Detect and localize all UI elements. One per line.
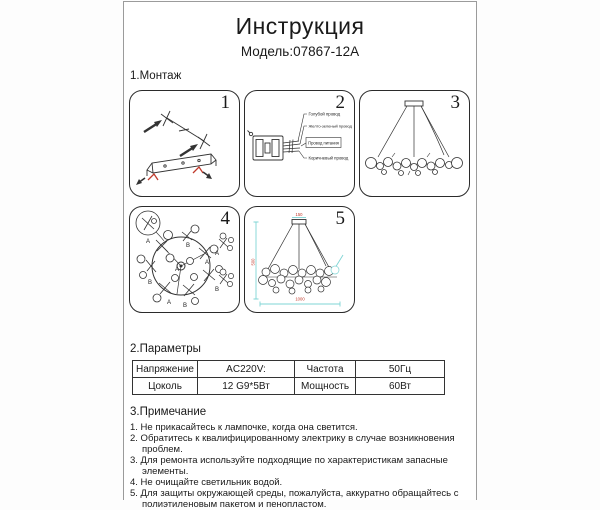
step-number: 3 xyxy=(450,92,460,113)
note-item: 3. Для ремонта используйте подходящие по характеристикам запасные элементы. xyxy=(130,455,448,477)
table-row xyxy=(133,361,445,378)
page-title: Инструкция xyxy=(235,13,365,39)
canopy-dimension: 150 xyxy=(295,211,303,217)
note-item: 4. Не очищайте светильник водой. xyxy=(130,477,283,488)
svg-text:B: B xyxy=(215,287,220,293)
screw-arrows xyxy=(144,120,198,156)
step-number: 1 xyxy=(220,92,230,113)
section-heading-montage: 1.Монтаж xyxy=(130,70,182,82)
montage-step-2-panel xyxy=(244,90,355,197)
label-leader-lines xyxy=(298,111,341,158)
height-dimension: 500 xyxy=(250,258,256,266)
svg-text:A: A xyxy=(215,251,220,257)
svg-text:A: A xyxy=(175,267,180,273)
dimension-lines xyxy=(254,218,344,307)
param-label-socket: Цоколь xyxy=(133,378,198,395)
section-heading-parameters: 2.Параметры xyxy=(130,343,201,355)
montage-step-4-panel xyxy=(129,206,240,313)
svg-text:A: A xyxy=(205,260,210,266)
montage-step-3-panel xyxy=(359,90,470,197)
wire-bundle xyxy=(283,140,300,154)
notes-list xyxy=(130,422,472,510)
montage-step-1-panel xyxy=(129,90,240,197)
bracket-mounting-drawing xyxy=(131,93,237,193)
param-value-voltage: AC220V: xyxy=(198,361,295,378)
svg-text:B: B xyxy=(148,280,153,286)
fixing-point-red-marks xyxy=(148,167,203,180)
terminal-block xyxy=(248,131,284,161)
note-item: 2. Обратитесь к квалифицированному электрику в случае возникновения проблем. xyxy=(130,433,455,455)
brown-wire-label: Коричневый провод xyxy=(308,155,349,161)
ceiling-canopy xyxy=(292,220,306,225)
instruction-page xyxy=(123,1,477,510)
note-item: 1. Не прикасайтесь к лампочке, когда она светится. xyxy=(130,422,358,433)
svg-text:B: B xyxy=(183,303,188,309)
montage-step-5-panel xyxy=(244,206,355,313)
step-number: 4 xyxy=(220,208,230,229)
parameters-table xyxy=(132,360,445,395)
param-label-power: Мощность xyxy=(295,378,356,395)
section-heading-notes: 3.Примечание xyxy=(130,406,207,418)
blue-wire-label: Голубой провод xyxy=(308,111,341,117)
power-wire-label: Провод питания xyxy=(308,140,339,146)
wire-labels xyxy=(308,112,352,161)
param-value-frequency: 50Гц xyxy=(356,361,445,378)
step-number: 2 xyxy=(335,92,345,113)
model-number: Модель:07867-12A xyxy=(240,44,360,59)
wiring-diagram-drawing xyxy=(246,93,352,193)
ceiling-canopy xyxy=(405,101,423,106)
param-value-socket: 12 G9*5Вт xyxy=(198,378,295,395)
detail-magnifier-inset xyxy=(136,211,164,241)
param-value-power: 60Вт xyxy=(356,378,445,395)
param-label-frequency: Частота xyxy=(295,361,356,378)
ceiling-anchor-marks xyxy=(161,111,210,149)
note-item: 5. Для защиты окружающей среды, пожалуйста, аккуратно обращайтесь с полиэтиленовым пакетом и пенопластом. xyxy=(130,488,459,510)
chandelier-hanging-drawing xyxy=(361,93,467,193)
frame-ring xyxy=(152,237,210,295)
table-row xyxy=(133,378,445,395)
param-label-voltage: Напряжение xyxy=(133,361,198,378)
top-view-assembly-drawing xyxy=(131,209,237,309)
dimensioned-chandelier-drawing xyxy=(246,209,352,309)
svg-text:B: B xyxy=(186,243,191,249)
step-number: 5 xyxy=(335,208,345,229)
loose-part-clusters xyxy=(219,233,234,287)
yellow-green-wire-label: Желто-зеленый провод xyxy=(308,123,352,129)
mounting-bracket xyxy=(147,154,216,176)
width-dimension: 1000 xyxy=(295,296,305,302)
suspension-cables xyxy=(378,106,449,157)
svg-text:A: A xyxy=(146,239,151,245)
suspension-cables xyxy=(268,224,330,269)
svg-text:A: A xyxy=(167,300,172,306)
